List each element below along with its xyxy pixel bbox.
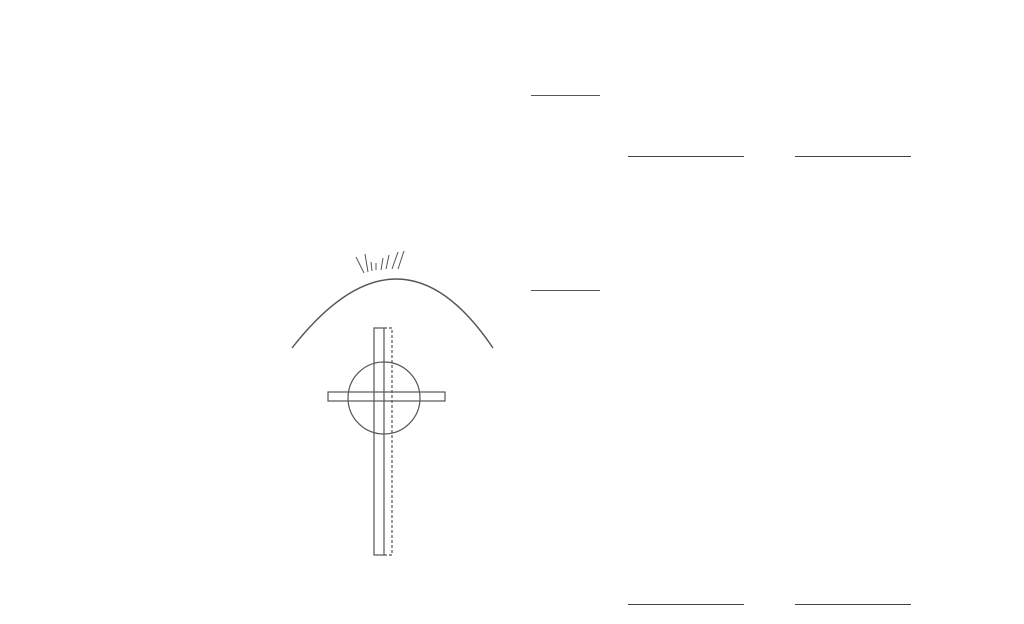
footer-rule-right xyxy=(795,156,911,157)
dialogue-line xyxy=(16,228,496,247)
footnote-separator xyxy=(531,95,600,96)
body-paragraph-1 xyxy=(16,9,496,28)
footer-rule-right xyxy=(795,604,911,605)
light-rays xyxy=(356,251,404,273)
body-paragraph-2 xyxy=(16,121,496,140)
footnotes-bottom xyxy=(531,293,1007,303)
dialogue-line xyxy=(16,283,282,302)
dialogue-line xyxy=(16,246,282,265)
dialogue-line xyxy=(16,265,282,284)
dialogue-line xyxy=(16,320,282,339)
cross-horizontal-beam xyxy=(328,392,445,401)
dialogue-block xyxy=(16,246,282,339)
right-page xyxy=(515,0,1024,624)
page-footer-118 xyxy=(515,148,1024,164)
cross-in-halo-sketch-icon xyxy=(288,250,512,570)
footer-rule-left xyxy=(628,604,744,605)
dialogue-line xyxy=(16,302,282,321)
footer-rule-left xyxy=(628,156,744,157)
page-footer-119 xyxy=(515,596,1024,612)
footnote-separator xyxy=(531,290,600,291)
